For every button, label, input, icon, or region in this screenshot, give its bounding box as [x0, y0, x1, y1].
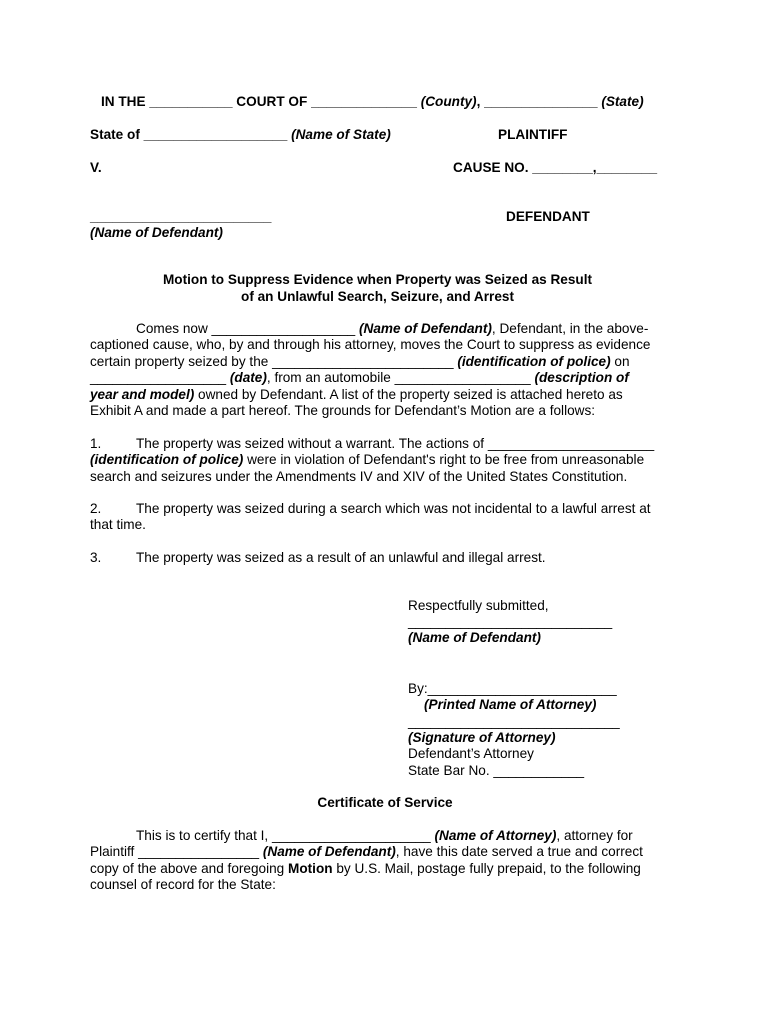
- intro-paragraph: Comes now ___________________ (Name of Defendant), Defendant, in the above- captioned cause, who, by and through his attorney, moves the Court to suppress as evidence certain property seized by the ________________________ (identification of police) on __________________ (date), from an automobile __________________ (description of year and model) owned by Defendant. A list of the property seized is attached hereto as Exhibit A and made a part hereof. The grounds for Defendant’s Motion are a follows:: [90, 321, 651, 419]
- ground-item: 3. The property was seized as a result of an unlawful and illegal arrest.: [90, 550, 546, 565]
- plaintiff-label: PLAINTIFF: [498, 127, 568, 142]
- certificate-heading: Certificate of Service: [317, 795, 453, 810]
- certificate-paragraph: This is to certify that I, _____________________ (Name of Attorney), attorney for Plaintiff ________________ (Name of Defendant), have this date served a true and correct copy of the above and foregoing Motion by U.S. Mail, postage fully prepaid, to the following counsel of record for the State:: [90, 828, 643, 893]
- by-attorney-line: By:_________________________: [408, 681, 617, 696]
- attorney-signature-label: (Signature of Attorney): [408, 730, 556, 745]
- defendant-signature-line: ___________________________: [408, 614, 613, 629]
- caption-court-line: IN THE ___________ COURT OF ______________ (County), _______________ (State): [101, 94, 644, 109]
- caption-state-line: State of ___________________ (Name of State): [90, 127, 391, 142]
- ground-item: 2. The property was seized during a search which was not incidental to a lawful arrest at that time.: [90, 501, 651, 533]
- versus-label: V.: [90, 160, 102, 175]
- defendants-attorney-label: Defendant’s Attorney: [408, 746, 534, 761]
- printed-attorney-name-label: (Printed Name of Attorney): [424, 697, 597, 712]
- attorney-signature-line: ____________________________: [408, 714, 620, 729]
- defendant-blank: ________________________: [90, 209, 272, 224]
- defendant-label: DEFENDANT: [506, 209, 590, 224]
- respectfully-submitted: Respectfully submitted,: [408, 598, 549, 613]
- defendant-name-caption: (Name of Defendant): [90, 225, 223, 240]
- cause-number: CAUSE NO. ________,________: [453, 160, 658, 175]
- defendant-name-label: (Name of Defendant): [408, 630, 541, 645]
- ground-item: 1. The property was seized without a warrant. The actions of ______________________ (identification of police) were in violation of Defendant's right to be free from unreasonable search and seizures under the Amendments IV and XIV of the United States Constitution.: [90, 436, 655, 484]
- motion-title: Motion to Suppress Evidence when Property was Seized as Result of an Unlawful Search, Seizure, and Arrest: [162, 272, 593, 304]
- state-bar-number: State Bar No. ____________: [408, 763, 585, 778]
